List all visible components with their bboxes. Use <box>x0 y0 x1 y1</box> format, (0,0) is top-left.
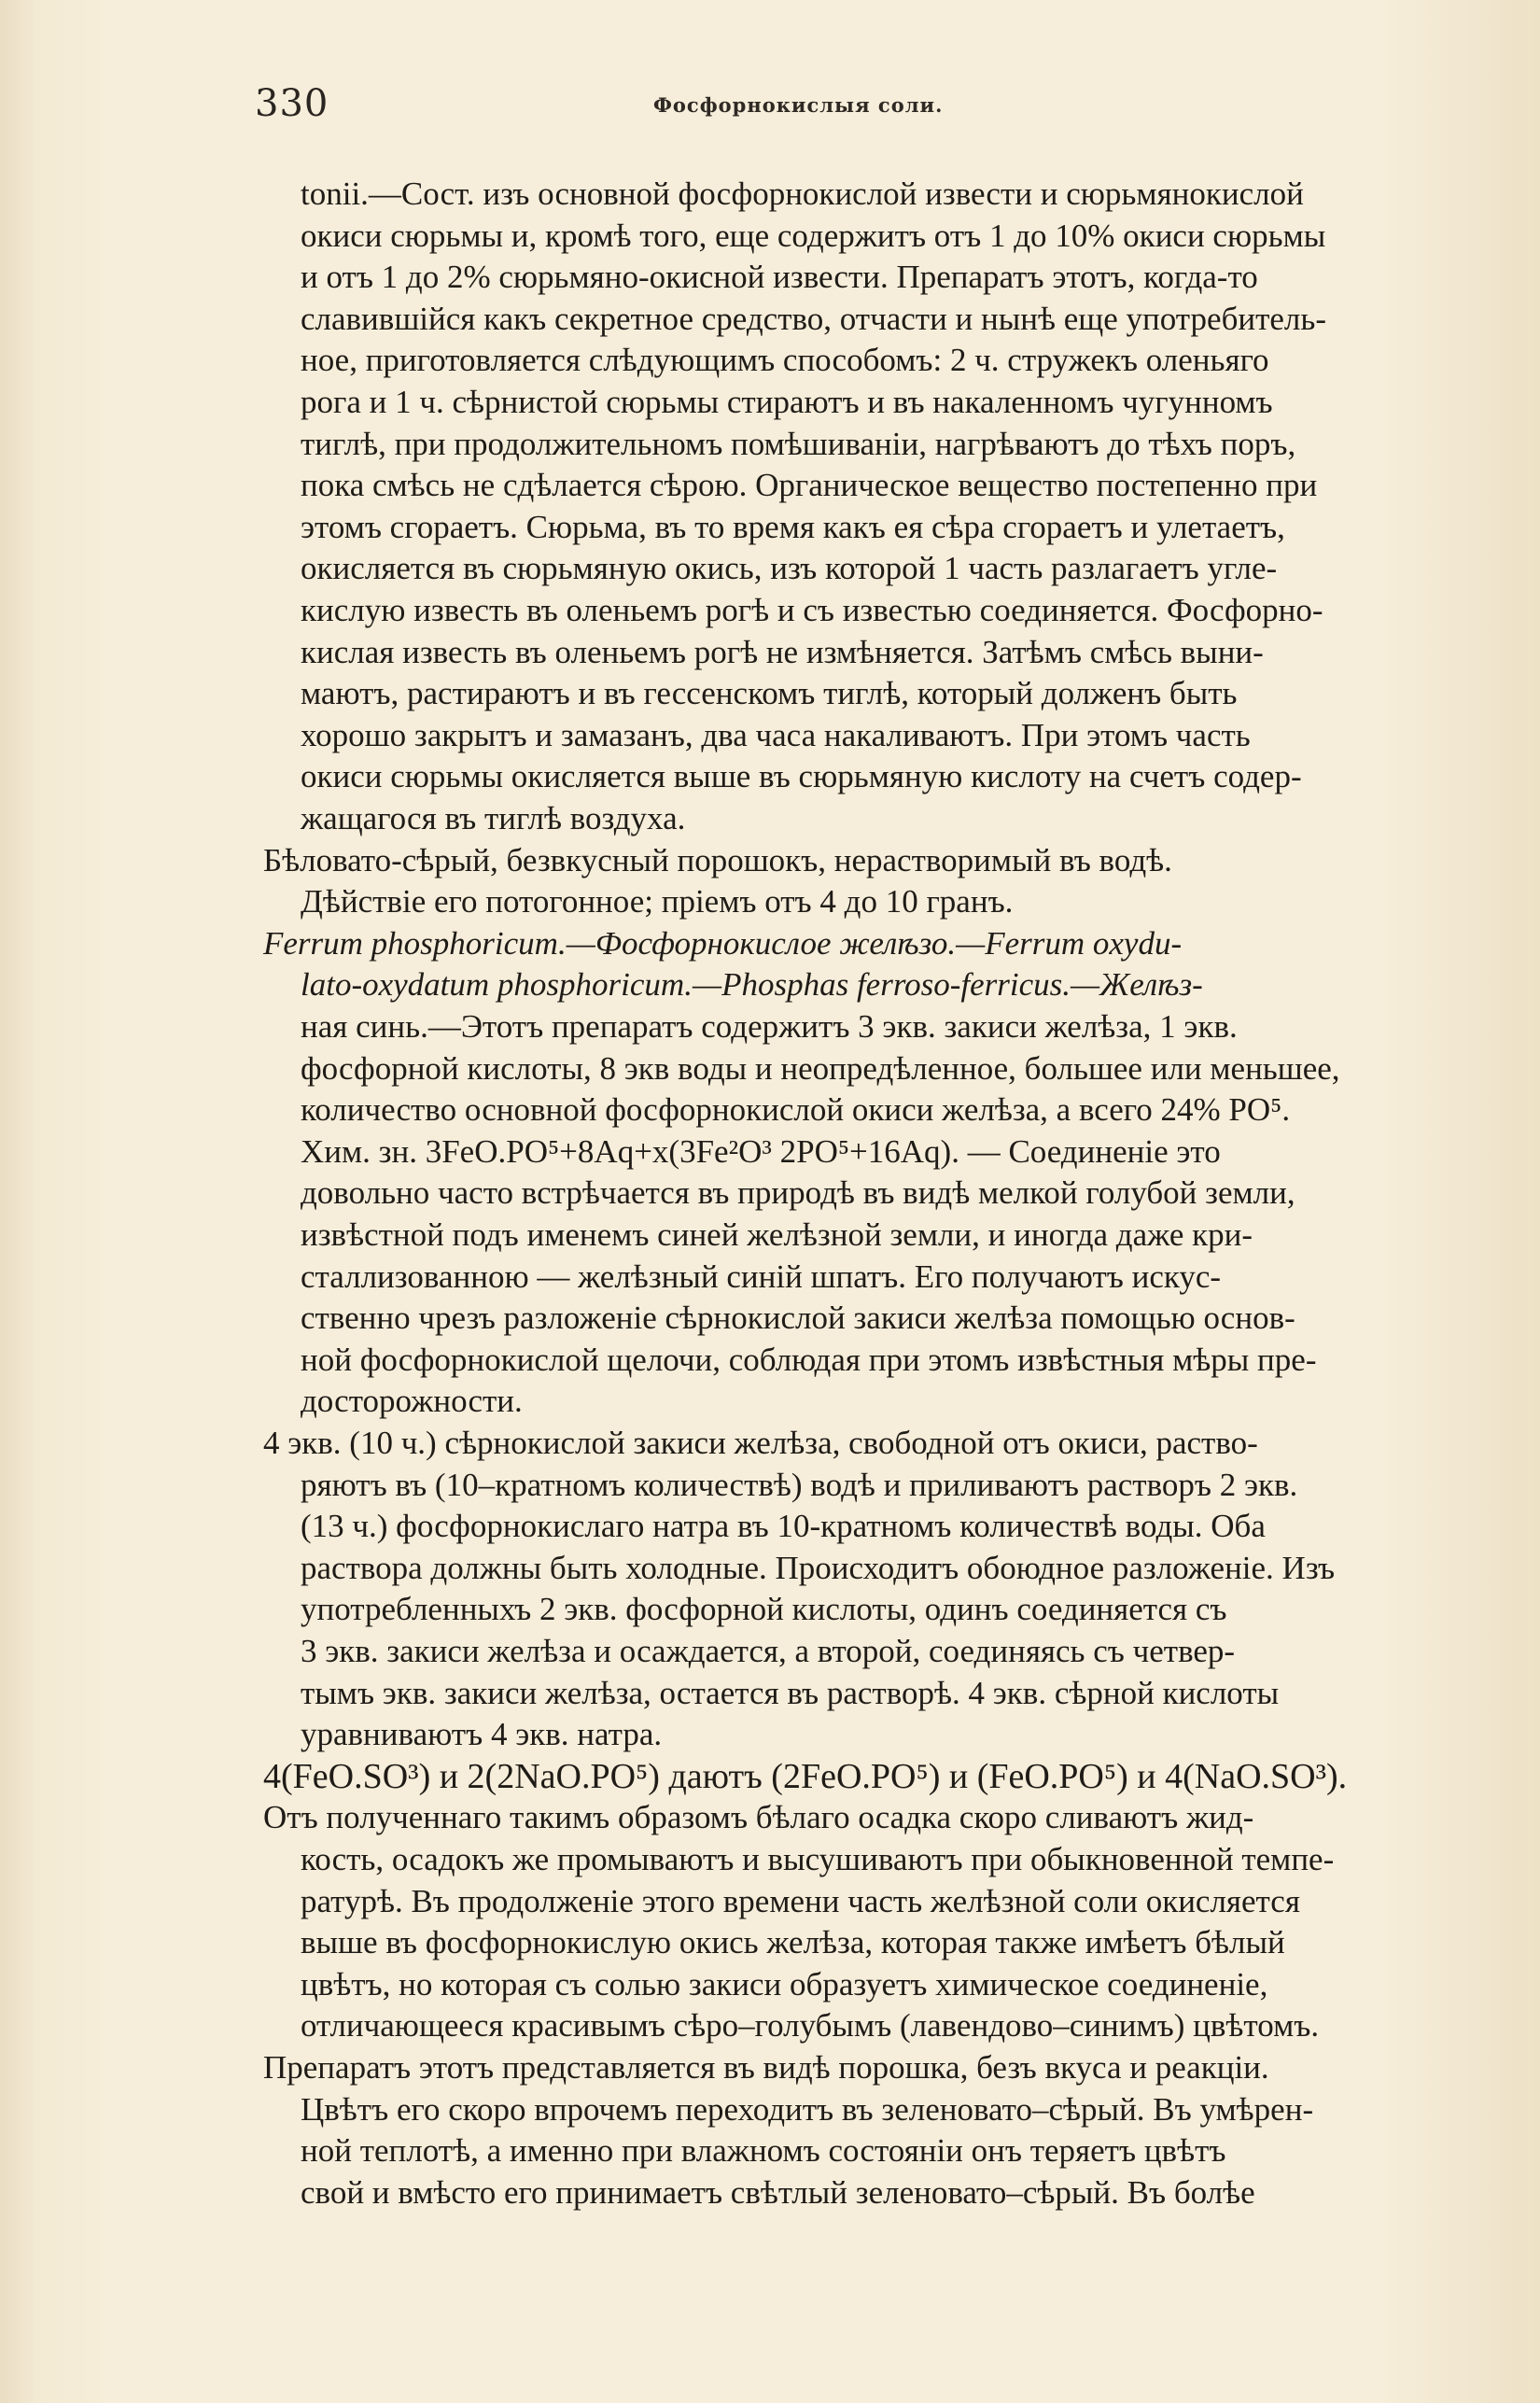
text-line: окиси сюрьмы окисляется выше въ сюрьмяную кислоту на счетъ содер- <box>301 758 1302 794</box>
text-line: раствора должны быть холодные. Происходитъ обоюдное разложеніе. Изъ <box>301 1550 1336 1586</box>
text-line-italic: Ferrum phosphoricum.—Фосфорнокислое желѣзо.—Ferrum oxydu- <box>263 925 1183 962</box>
text-line: славившійся какъ секретное средство, отчасти и нынѣ еще употребитель- <box>301 301 1327 337</box>
chemical-equation: 4(FeO.SO³) и 2(2NaO.PO⁵) даютъ (2FeO.PO⁵) и (FeO.PO⁵) и 4(NaO.SO³). <box>263 1757 1348 1796</box>
text-line: кислую известь въ оленьемъ рогѣ и съ известью соединяется. Фосфорно- <box>301 592 1323 628</box>
text-line: пока смѣсь не сдѣлается сѣрою. Органическое вещество постепенно при <box>301 467 1318 503</box>
text-line: tonii.—Сост. изъ основной фосфорнокислой извести и сюрьмянокислой <box>301 176 1304 212</box>
text-line: отличающееся красивымъ сѣро–голубымъ (лавендово–синимъ) цвѣтомъ. <box>301 2007 1320 2044</box>
text-line: 3 экв. закиси желѣза и осаждается, а второй, соединяясь съ четвер- <box>301 1633 1236 1669</box>
text-line: ратурѣ. Въ продолженіе этого времени часть желѣзной соли окисляется <box>301 1883 1300 1919</box>
text-line: досторожности. <box>301 1383 523 1419</box>
text-line: уравниваютъ 4 экв. натра. <box>301 1716 663 1752</box>
text-line: окисляется въ сюрьмяную окись, изъ которой 1 часть разлагаетъ угле- <box>301 550 1278 586</box>
text-line: Хим. зн. 3FeO.PO⁵+8Aq+x(3Fe²O³ 2PO⁵+16Aq). — Соединеніе это <box>301 1133 1221 1170</box>
text-line: тиглѣ, при продолжительномъ помѣшиваніи, нагрѣваютъ до тѣхъ поръ, <box>301 426 1296 462</box>
text-line: выше въ фосфорнокислую окись желѣза, которая также имѣетъ бѣлый <box>301 1924 1285 1960</box>
text-line: 4 экв. (10 ч.) сѣрнокислой закиси желѣза, свободной отъ окиси, раство- <box>263 1425 1258 1461</box>
running-head: Фосфорнокислыя соли. <box>653 93 944 117</box>
text-line: свой и вмѣсто его принимаетъ свѣтлый зеленовато–сѣрый. Въ болѣе <box>301 2174 1255 2211</box>
text-line: хорошо закрытъ и замазанъ, два часа накаливаютъ. При этомъ часть <box>301 717 1251 753</box>
text-line: тымъ экв. закиси желѣза, остается въ растворѣ. 4 экв. сѣрной кислоты <box>301 1675 1280 1711</box>
text-line-italic: lato-oxydatum phosphoricum.—Phosphas ferroso-ferricus.—Желѣз- <box>301 966 1203 1003</box>
text-line: кость, осадокъ же промываютъ и высушиваютъ при обыкновенной темпе- <box>301 1841 1335 1877</box>
page-number: 330 <box>255 82 329 125</box>
text-line: Бѣловато-сѣрый, безвкусный порошокъ, нерастворимый въ водѣ. <box>263 842 1172 878</box>
text-line: употребленныхъ 2 экв. фосфорной кислоты, одинъ соединяется съ <box>301 1591 1227 1627</box>
text-line: кислая известь въ оленьемъ рогѣ не измѣняется. Затѣмъ смѣсь выни- <box>301 634 1264 670</box>
text-line: довольно часто встрѣчается въ природѣ въ видѣ мелкой голубой земли, <box>301 1174 1295 1211</box>
text-line: этомъ сгораетъ. Сюрьма, въ то время какъ ея сѣра сгораетъ и улетаетъ, <box>301 509 1285 545</box>
text-line: Дѣйствіе его потогонное; пріемъ отъ 4 до 10 гранъ. <box>301 883 1014 920</box>
text-line: ной фосфорнокислой щелочи, соблюдая при этомъ извѣстныя мѣры пре- <box>301 1342 1317 1378</box>
text-line: ная синь.—Этотъ препаратъ содержитъ 3 экв. закиси желѣза, 1 экв. <box>301 1008 1238 1045</box>
text-line: ственно чрезъ разложеніе сѣрнокислой закиси желѣза помощью основ- <box>301 1300 1295 1336</box>
text-line: и отъ 1 до 2% сюрьмяно-окисной извести. Препаратъ этотъ, когда-то <box>301 259 1258 295</box>
text-line: маютъ, растираютъ и въ гессенскомъ тиглѣ, который долженъ быть <box>301 675 1238 711</box>
text-line: извѣстной подъ именемъ синей желѣзной земли, и иногда даже кри- <box>301 1216 1253 1253</box>
text-line: ной теплотѣ, а именно при влажномъ состояніи онъ теряетъ цвѣтъ <box>301 2132 1226 2169</box>
text-line: сталлизованною — желѣзный синій шпатъ. Его получаютъ искус- <box>301 1258 1222 1295</box>
text-line: ряютъ въ (10–кратномъ количествѣ) водѣ и приливаютъ растворъ 2 экв. <box>301 1467 1298 1503</box>
text-line: Цвѣтъ его скоро впрочемъ переходитъ въ зеленовато–сѣрый. Въ умѣрен- <box>301 2091 1314 2128</box>
text-line: жащагося въ тиглѣ воздуха. <box>301 800 686 836</box>
text-line: (13 ч.) фосфорнокислаго натра въ 10-кратномъ количествѣ воды. Оба <box>301 1508 1266 1544</box>
text-line: цвѣтъ, но которая съ солью закиси образуетъ химическое соединеніе, <box>301 1966 1268 2002</box>
text-line: окиси сюрьмы и, кромѣ того, еще содержитъ отъ 1 до 10% окиси сюрьмы <box>301 218 1326 254</box>
text-line: Отъ полученнаго такимъ образомъ бѣлаго осадка скоро сливаютъ жид- <box>263 1799 1254 1835</box>
text-line: фосфорной кислоты, 8 экв воды и неопредѣленное, большее или меньшее, <box>301 1050 1340 1087</box>
text-line: ное, приготовляется слѣдующимъ способомъ: 2 ч. стружекъ оленьяго <box>301 342 1269 378</box>
text-line: количество основной фосфорнокислой окиси желѣза, а всего 24% PO⁵. <box>301 1091 1291 1128</box>
text-line: Препаратъ этотъ представляется въ видѣ порошка, безъ вкуса и реакціи. <box>263 2049 1269 2086</box>
text-line: рога и 1 ч. сѣрнистой сюрьмы стираютъ и въ накаленномъ чугунномъ <box>301 384 1273 420</box>
